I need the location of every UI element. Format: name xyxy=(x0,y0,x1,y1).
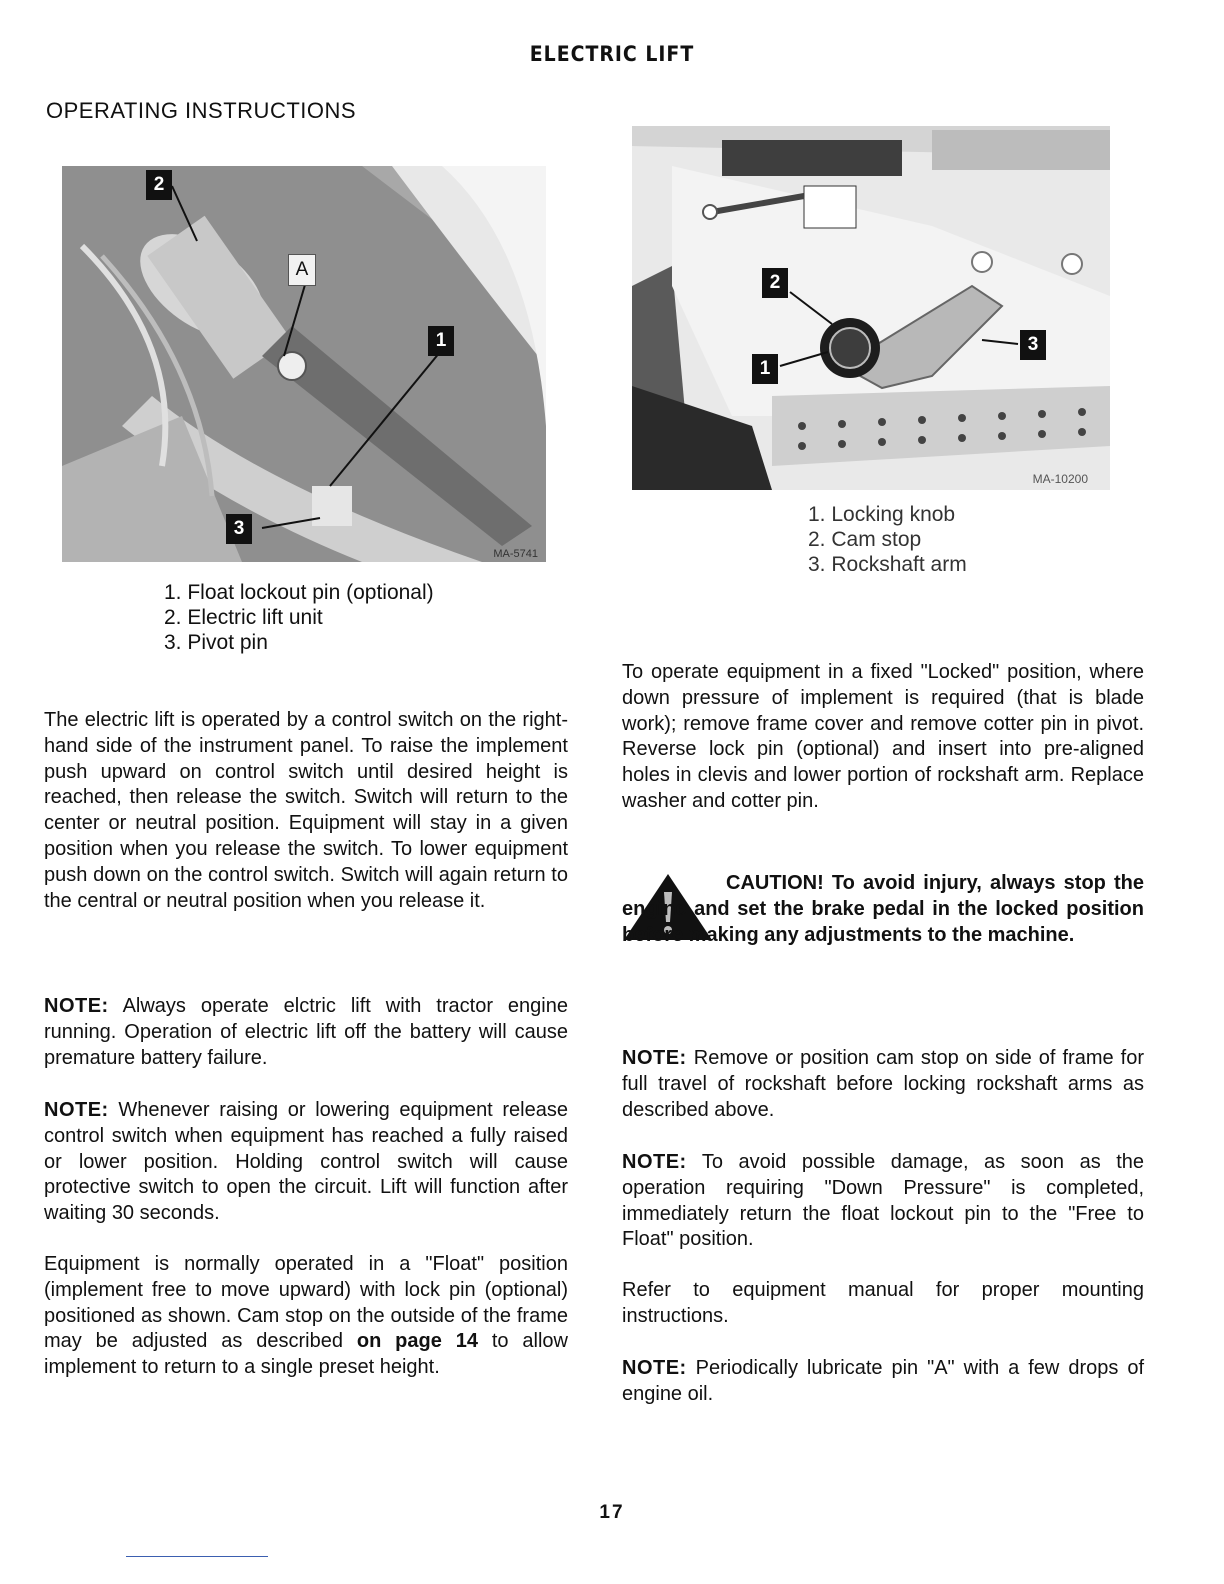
note-label: NOTE: xyxy=(622,1047,687,1069)
paragraph-locked-position: To operate equipment in a fixed "Locked" position, where down pressure of implement is required (that is blade work); remove frame cover and remove cotter pin in pivot. Reverse lock pin (optional) and insert into pre-aligned holes in clevis and lower portion of rockshaft arm. Replace washer and cotter pin. xyxy=(622,661,1144,812)
figure-right-photo xyxy=(632,126,1110,490)
page-reference: on page 14 xyxy=(356,1330,478,1353)
figure-right-caption xyxy=(808,502,967,577)
figure-left-callout-3: 3 xyxy=(226,514,252,544)
caption-item: 3. Pivot pin xyxy=(164,631,268,654)
figure-left-callout-2: 2 xyxy=(146,170,172,200)
note-text: Always operate elctric lift with tractor engine running. Operation of electric lift off the battery will cause premature battery failure. xyxy=(44,995,568,1069)
note-text: Whenever raising or lowering equipment release control switch when equipment has reached a fully raised or lower position. Holding control switch will cause protective switch to open the circuit. Lift will function after waiting 30 seconds. xyxy=(44,1099,568,1225)
caption-item: 1. Locking knob xyxy=(808,503,956,526)
paragraph-electric-lift-operation: The electric lift is operated by a control switch on the right-hand side of the instrument panel. To raise the implement push upward on control switch until desired height is reached, then release the switch. Switch will return to the center or neutral position. Equipment will stay in a given position when you release the switch. To lower equipment push down on the control switch. Switch will again return to the central or neutral position when you release it. xyxy=(44,709,568,912)
figure-right-code: MA-10200 xyxy=(1032,472,1088,486)
note-lubricate xyxy=(622,1356,1144,1408)
figure-left-callout-1: 1 xyxy=(428,326,454,356)
note-text: To avoid possible damage, as soon as the operation requiring "Down Pressure" is completed, immediately return the float lockout pin to the "Free to Float" position. xyxy=(622,1151,1144,1251)
note-text: Remove or position cam stop on side of frame for full travel of rockshaft before locking rockshaft arms as described above. xyxy=(622,1047,1144,1121)
note-release-switch xyxy=(44,1098,568,1227)
page-header: ELECTRIC LIFT xyxy=(529,42,695,66)
figure-right-callout-1: 1 xyxy=(752,354,778,384)
note-label: NOTE: xyxy=(44,1099,109,1121)
paragraph-text: to allow implement to return to a single preset height. xyxy=(44,1330,568,1379)
paragraph-text: Equipment is normally operated in a "Float" position (implement free to move upward) with lock pin (optional) positioned as shown. Cam stop on the outside of the frame may be adjusted as described xyxy=(44,1253,568,1353)
note-avoid-damage xyxy=(622,1150,1144,1253)
figure-left-caption xyxy=(164,580,434,655)
caution-text: CAUTION! To avoid injury, always stop the engine and set the brake pedal in the locked position before making any adjustments to the machine. xyxy=(622,872,1144,946)
note-label: NOTE: xyxy=(622,1357,687,1379)
paragraph-equipment-manual: Refer to equipment manual for proper mounting instructions. xyxy=(622,1279,1144,1327)
caption-item: 3. Rockshaft arm xyxy=(808,553,967,576)
figure-left-code: MA-5741 xyxy=(493,548,538,560)
footer-rule xyxy=(126,1556,268,1557)
page-number: 17 xyxy=(599,1502,625,1523)
electric-lift-photo-illustration xyxy=(62,166,546,562)
note-label: NOTE: xyxy=(622,1151,687,1173)
paragraph-float-position xyxy=(44,1252,568,1381)
figure-right-callout-2: 2 xyxy=(762,268,788,298)
figure-left-photo xyxy=(62,166,546,562)
note-cam-stop xyxy=(622,1046,1144,1123)
note-label: NOTE: xyxy=(44,995,109,1017)
note-engine-running xyxy=(44,994,568,1071)
note-text: Periodically lubricate pin "A" with a few drops of engine oil. xyxy=(622,1357,1144,1405)
section-title: OPERATING INSTRUCTIONS xyxy=(46,98,357,123)
figure-left-callout-a: A xyxy=(288,254,316,286)
caption-item: 2. Cam stop xyxy=(808,528,922,551)
caption-item: 2. Electric lift unit xyxy=(164,606,323,629)
caption-item: 1. Float lockout pin (optional) xyxy=(164,581,434,604)
figure-right-callout-3: 3 xyxy=(1020,330,1046,360)
cam-stop-photo-illustration xyxy=(632,126,1110,490)
